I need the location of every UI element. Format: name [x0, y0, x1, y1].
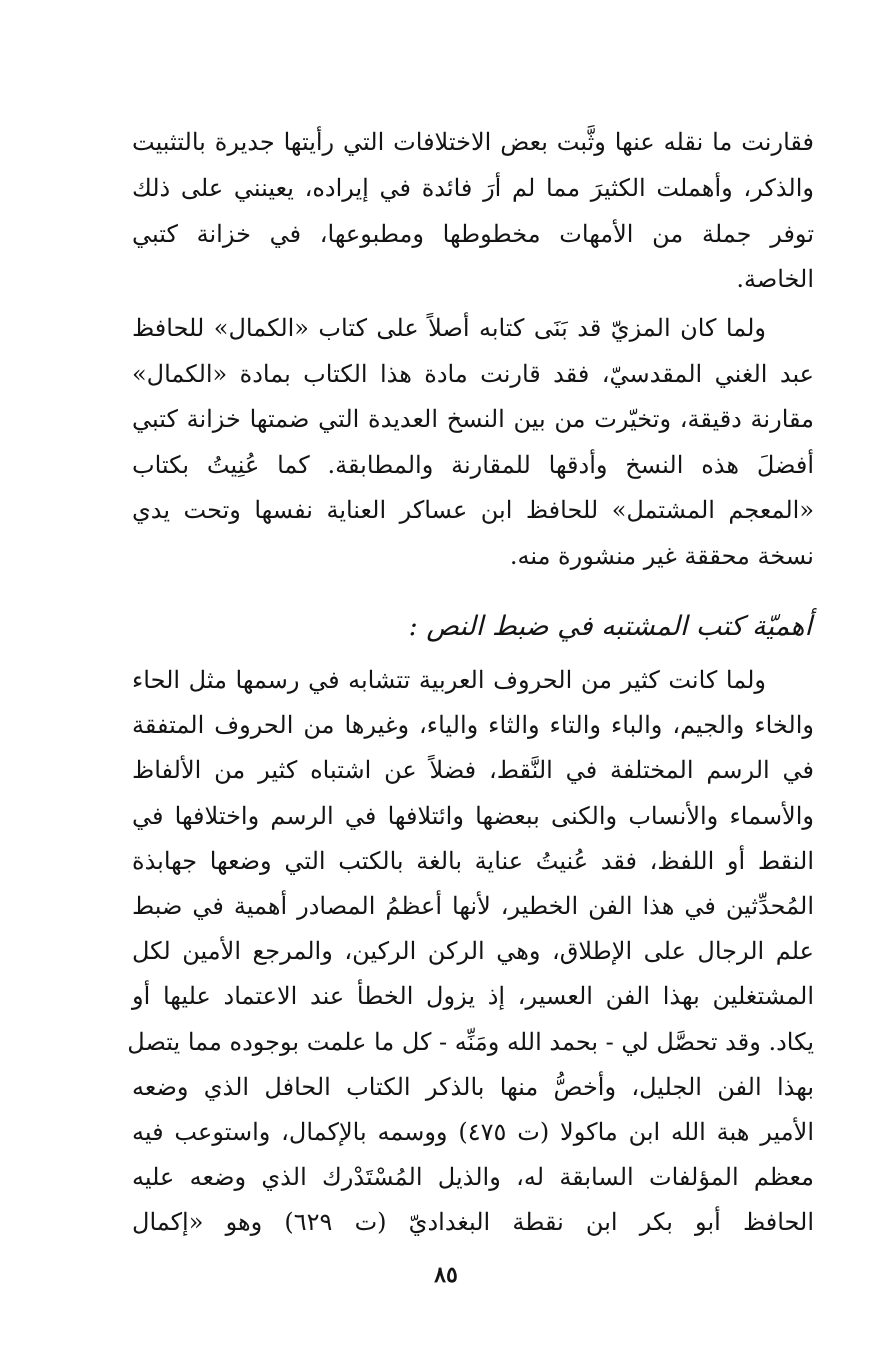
text-line: ولما كان المزيّ قد بَنَى كتابه أصلاً على كتاب «الكمال» للحافظ — [132, 314, 766, 342]
text-line: المشتغلين بهذا الفن العسير، إذ يزول الخطأ عند الاعتماد عليها أو — [132, 982, 814, 1011]
text-line: معظم المؤلفات السابقة له، والذيل المُسْتَدْرك الذي وضعه عليه — [132, 1163, 814, 1192]
text-line: في الرسم المختلفة في النَّقط، فضلاً عن اشتباه كثير من الألفاظ — [132, 756, 814, 785]
text-line: والخاء والجيم، والباء والتاء والثاء والياء، وغيرها من الحروف المتفقة — [132, 711, 814, 740]
text-line: ولما كانت كثير من الحروف العربية تتشابه في رسمها مثل الحاء — [132, 666, 766, 694]
text-line: أفضلَ هذه النسخ وأدقها للمقارنة والمطابقة. كما عُنِيتُ بكتاب — [132, 450, 814, 479]
text-line: يكاد. وقد تحصَّل لي - بحمد الله ومَنِّه - كل ما علمت بوجوده مما يتصل — [127, 1027, 814, 1056]
text-line: مقارنة دقيقة، وتخيّرت من بين النسخ العديدة التي ضمتها خزانة كتبي — [132, 405, 815, 434]
text-line: عبد الغني المقدسيّ، فقد قارنت مادة هذا الكتاب بمادة «الكمال» — [132, 359, 814, 388]
text-line: والأسماء والأنساب والكنى ببعضها وائتلافها في الرسم واختلافها في — [132, 801, 814, 830]
text-line: علم الرجال على الإطلاق، وهي الركن الركين، والمرجع الأمين لكل — [132, 937, 814, 966]
text-line: المُحدِّثين في هذا الفن الخطير، لأنها أعظمُ المصادر أهمية في ضبط — [132, 892, 814, 921]
page-number: ٨٥ — [434, 1262, 458, 1288]
text-line: توفر جملة من الأمهات مخطوطها ومطبوعها، في خزانة كتبي — [132, 219, 814, 248]
section-heading: أهميّة كتب المشتبه في ضبط النص : — [408, 611, 812, 642]
text-line: الحافظ أبو بكر ابن نقطة البغداديّ (ت ٦٢٩) وهو «إكمال — [132, 1208, 814, 1237]
text-line: نسخة محققة غير منشورة منه. — [509, 541, 814, 570]
text-line: والذكر، وأهملت الكثيرَ مما لم أرَ فائدة في إيراده، يعينني على ذلك — [132, 173, 814, 202]
paragraph-2 — [132, 306, 814, 580]
text-line: فقارنت ما نقله عنها وثَّبت بعض الاختلافات التي رأيتها جديرة بالتثبيت — [132, 128, 814, 156]
text-line: «المعجم المشتمل» للحافظ ابن عساكر العناية نفسها وتحت يدي — [132, 496, 814, 525]
paragraph-1 — [132, 120, 814, 303]
text-line: النقط أو اللفظ، فقد عُنيتُ عناية بالغة بالكتب التي وضعها جهابذة — [132, 846, 814, 875]
text-line: الأمير هبة الله ابن ماكولا (ت ٤٧٥) ووسمه بالإكمال، واستوعب فيه — [132, 1118, 814, 1147]
paragraph-3 — [127, 658, 814, 1246]
text-line: الخاصة. — [736, 265, 814, 294]
text-line: بهذا الفن الجليل، وأخصُّ منها بالذكر الكتاب الحافل الذي وضعه — [132, 1072, 814, 1101]
